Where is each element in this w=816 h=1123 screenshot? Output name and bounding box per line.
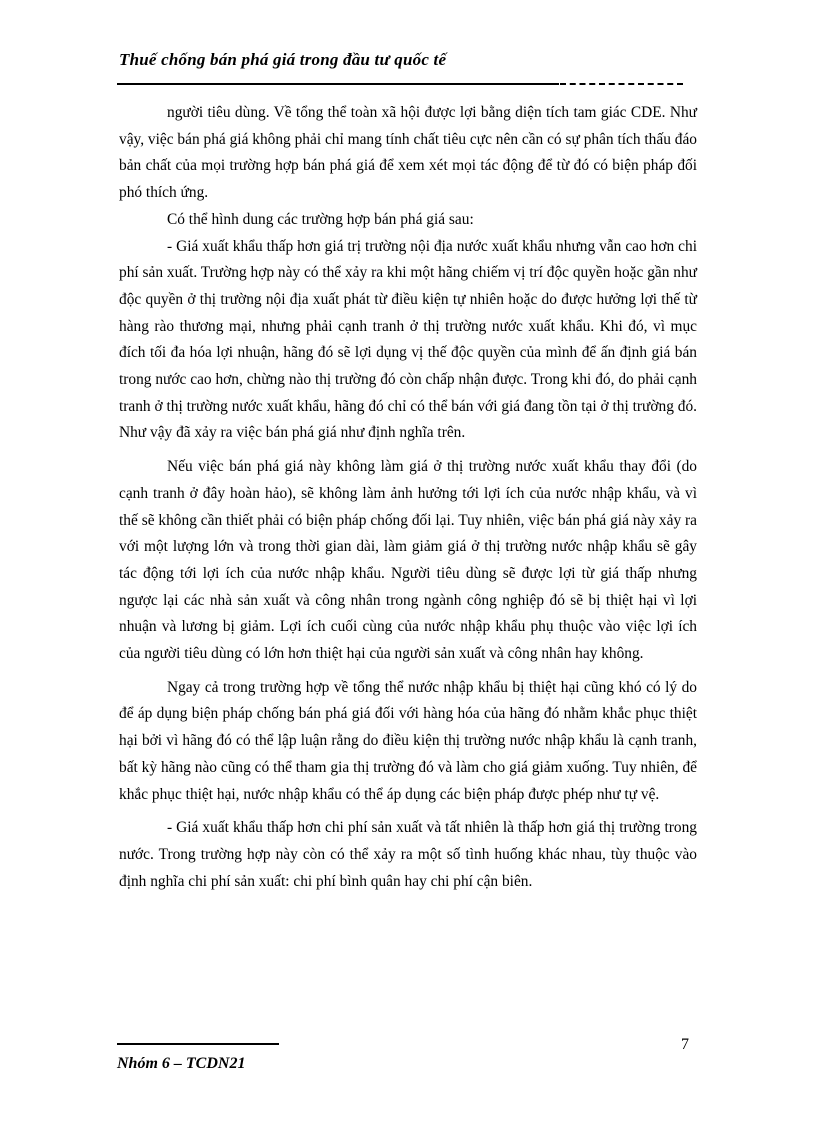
paragraph-1: người tiêu dùng. Về tổng thể toàn xã hội được lợi bằng diện tích tam giác CDE. Như vậy, việc bán phá giá không phải chỉ mang tính chất tiêu cực nên cần có sự phân tích thấu đáo bản chất của mọi trường hợp bán phá giá để xem xét mọi tác động để từ đó có biện pháp đối phó thích ứng. bbox=[119, 104, 697, 202]
paragraph-5: Ngay cả trong trường hợp về tổng thể nước nhập khẩu bị thiệt hại cũng khó có lý do để áp dụng biện pháp chống bán phá giá đối với hàng hóa của hãng đó nhằm khắc phục thiệt hại bởi vì hãng đó có thể lập luận rằng do điều kiện thị trường nước nhập khẩu là cạnh tranh, bất kỳ hãng nào cũng có thể tham gia thị trường đó và làm cho giá giảm xuống. Tuy nhiên, để khắc phục thiệt hại, nước nhập khẩu có thể áp dụng các biện pháp được phép như tự vệ. bbox=[119, 678, 697, 803]
footer-rule bbox=[117, 1043, 279, 1045]
running-header-title: Thuế chống bán phá giá trong đầu tư quốc tế bbox=[119, 50, 447, 69]
header-rule bbox=[117, 82, 683, 86]
footer-group-label: Nhóm 6 – TCDN21 bbox=[117, 1055, 246, 1072]
header-rule-solid bbox=[117, 83, 559, 85]
page-number: 7 bbox=[681, 1036, 689, 1053]
paragraph-4: Nếu việc bán phá giá này không làm giá ở thị trường nước xuất khẩu thay đổi (do cạnh tranh ở đây hoàn hảo), sẽ không làm ảnh hưởng tới lợi ích của nước nhập khẩu, và vì thế sẽ không cần thiết phải có biện pháp chống đối lại. Tuy nhiên, việc bán phá giá này xảy ra với một lượng lớn và trong thời gian dài, làm giảm giá ở thị trường nước nhập khẩu sẽ gây tác động tới lợi ích của nước nhập khẩu. Người tiêu dùng sẽ được lợi từ giá thấp nhưng ngược lại các nhà sản xuất và công nhân trong ngành công nghiệp đó sẽ bị thiệt hại vì lợi nhuận và lương bị giảm. Lợi ích cuối cùng của nước nhập khẩu phụ thuộc vào việc lợi ích của người tiêu dùng có lớn hơn thiệt hại của người sản xuất và công nhân hay không. bbox=[119, 458, 697, 663]
body-text bbox=[119, 100, 697, 895]
paragraph-6: - Giá xuất khẩu thấp hơn chi phí sản xuất và tất nhiên là thấp hơn giá thị trường trong nước. Trong trường hợp này còn có thể xảy ra một số tình huống khác nhau, tùy thuộc vào định nghĩa chi phí sản xuất: chi phí bình quân hay chi phí cận biên. bbox=[119, 819, 697, 890]
header-rule-dashed bbox=[560, 83, 683, 85]
paragraph-2: Có thể hình dung các trường hợp bán phá giá sau: bbox=[167, 210, 474, 228]
paragraph-3: - Giá xuất khẩu thấp hơn giá trị trường nội địa nước xuất khẩu nhưng vẫn cao hơn chi phí sản xuất. Trường hợp này có thể xảy ra khi một hãng chiếm vị trí độc quyền hoặc gần như độc quyền ở thị trường nội địa xuất phát từ điều kiện tự nhiên hoặc do được hưởng lợi thế từ hàng rào thương mại, nhưng phải cạnh tranh ở thị trường nước xuất khẩu. Khi đó, vì mục đích tối đa hóa lợi nhuận, hãng đó sẽ lợi dụng vị thế độc quyền của mình để ấn định giá bán trong nước cao hơn, chừng nào thị trường đó còn chấp nhận được. Trong khi đó, do phải cạnh tranh ở thị trường nước xuất khẩu, hãng đó chỉ có thể bán với giá đang tồn tại ở thị trường đó. Như vậy đã xảy ra việc bán phá giá như định nghĩa trên. bbox=[119, 237, 697, 442]
